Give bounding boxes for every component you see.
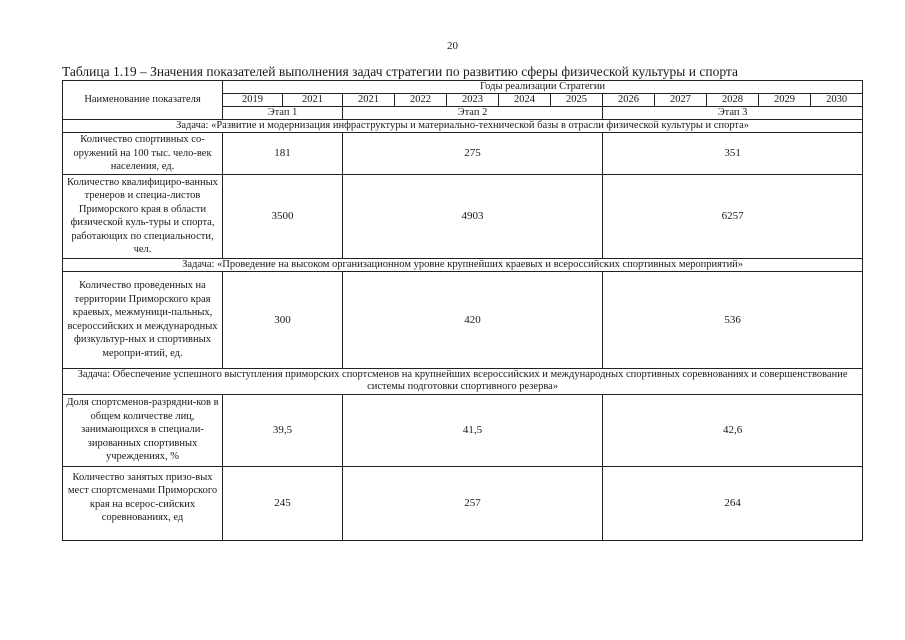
stage2-value: 41,5 <box>343 394 603 466</box>
year-cell: 2026 <box>603 94 655 107</box>
year-cell: 2027 <box>655 94 707 107</box>
task-row: Задача: «Развитие и модернизация инфраструктуры и материально-технической базы в отрасли физической культуры и спорта» <box>63 120 863 133</box>
year-cell: 2024 <box>499 94 551 107</box>
stage2-value: 275 <box>343 133 603 175</box>
year-cell: 2021 <box>343 94 395 107</box>
stage2-value: 420 <box>343 271 603 368</box>
stage-header: Этап 2 <box>343 107 603 120</box>
stage1-value: 3500 <box>223 174 343 258</box>
task-row: Задача: «Проведение на высоком организационном уровне крупнейших краевых и всероссийских спортивных мероприятий» <box>63 258 863 271</box>
indicator-header: Наименование показателя <box>63 81 223 120</box>
stage3-value: 42,6 <box>603 394 863 466</box>
year-cell: 2028 <box>707 94 759 107</box>
stage1-value: 181 <box>223 133 343 175</box>
stage3-value: 6257 <box>603 174 863 258</box>
stage1-value: 39,5 <box>223 394 343 466</box>
year-cell: 2019 <box>223 94 283 107</box>
stage1-value: 245 <box>223 466 343 540</box>
stage3-value: 264 <box>603 466 863 540</box>
year-cell: 2029 <box>759 94 811 107</box>
indicator-name: Доля спортсменов-разрядни-ков в общем количестве лиц, занимающихся в специали-зированных спортивных учреждениях, % <box>63 394 223 466</box>
year-cell: 2030 <box>811 94 863 107</box>
year-cell: 2025 <box>551 94 603 107</box>
stage-header: Этап 3 <box>603 107 863 120</box>
table-caption: Таблица 1.19 – Значения показателей выполнения задач стратегии по развитию сферы физической культуры и спорта <box>62 64 738 79</box>
stage3-value: 351 <box>603 133 863 175</box>
stage-header: Этап 1 <box>223 107 343 120</box>
year-cell: 2021 <box>283 94 343 107</box>
indicator-name: Количество квалифициро-ванных тренеров и специа-листов Приморского края в области физической куль-туры и спорта, работающих по специальности, чел. <box>63 174 223 258</box>
indicators-table <box>62 80 863 541</box>
stage3-value: 536 <box>603 271 863 368</box>
task-row: Задача: Обеспечение успешного выступления приморских спортсменов на крупнейших всероссийских и международных спортивных соревнованиях и совершенствование системы подготовки спортивного резерва» <box>63 368 863 394</box>
stage1-value: 300 <box>223 271 343 368</box>
page-number: 20 <box>447 40 458 52</box>
year-cell: 2022 <box>395 94 447 107</box>
year-cell: 2023 <box>447 94 499 107</box>
years-header: Годы реализации Стратегии <box>223 81 863 94</box>
indicator-name: Количество занятых призо-вых мест спортсменами Приморского края на всерос-сийских соревнованиях, ед <box>63 466 223 540</box>
stage2-value: 257 <box>343 466 603 540</box>
indicator-name: Количество проведенных на территории Приморского края краевых, межмуници-пальных, всероссийских и международных физкультур-ных и спортивных меропри-ятий, ед. <box>63 271 223 368</box>
indicator-name: Количество спортивных со-оружений на 100 тыс. чело-век населения, ед. <box>63 133 223 175</box>
stage2-value: 4903 <box>343 174 603 258</box>
